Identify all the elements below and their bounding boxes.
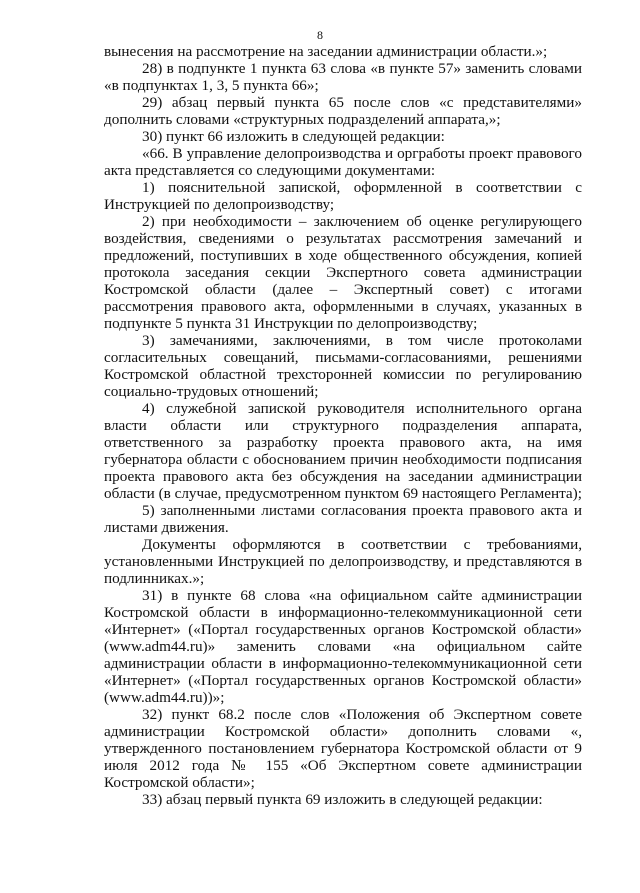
paragraph: 2) при необходимости – заключением об оценке регулирующего воздействия, сведениями о результатах рассмотрения замечаний и предложений, поступивших в ходе общественного обсуждения, копией протокола заседания секции Экспертного совета администрации Костромской области (далее – Экспертный совет) с итогами рассмотрения правового акта, оформленными в случаях, указанных в подпункте 5 пункта 31 Инструкции по делопроизводству; xyxy=(104,213,582,332)
paragraph: «66. В управление делопроизводства и оргработы проект правового акта представляется со следующими документами: xyxy=(104,145,582,179)
paragraph: 33) абзац первый пункта 69 изложить в следующей редакции: xyxy=(142,791,543,808)
paragraph: 30) пункт 66 изложить в следующей редакции: xyxy=(142,128,445,145)
paragraph: 29) абзац первый пункта 65 после слов «с представителями» дополнить словами «структурных подразделений аппарата,»; xyxy=(104,94,582,128)
paragraph: 1) пояснительной запиской, оформленной в соответствии с Инструкцией по делопроизводству; xyxy=(104,179,582,213)
paragraph: 3) замечаниями, заключениями, в том числе протоколами согласительных совещаний, письмами-согласованиями, решениями Костромской областной трехсторонней комиссии по регулированию социально-трудовых отношений; xyxy=(104,332,582,400)
paragraph: 28) в подпункте 1 пункта 63 слова «в пункте 57» заменить словами «в подпунктах 1, 3, 5 пункта 66»; xyxy=(104,60,582,94)
page-number: 8 xyxy=(317,28,323,42)
paragraph: 5) заполненными листами согласования проекта правового акта и листами движения. xyxy=(104,502,582,536)
paragraph: 31) в пункте 68 слова «на официальном сайте администрации Костромской области в информационно-телекоммуникационной сети «Интернет» («Портал государственных органов Костромской области» (www.adm44.ru)» заменить словами «на официальном сайте администрации области в информационно-телекоммуникационной сети «Интернет» («Портал государственных органов Костромской области» (www.adm44.ru))»; xyxy=(104,587,582,706)
paragraph: вынесения на рассмотрение на заседании администрации области.»; xyxy=(104,43,548,60)
paragraph: 32) пункт 68.2 после слов «Положения об Экспертном совете администрации Костромской области» дополнить словами «, утвержденного постановлением губернатора Костромской области от 9 июля 2012 года № 155 «Об Экспертном совете администрации Костромской области»; xyxy=(104,706,582,791)
paragraph: Документы оформляются в соответствии с требованиями, установленными Инструкцией по делопроизводству, и представляются в подлинниках.»; xyxy=(104,536,582,587)
document-body xyxy=(104,43,582,808)
paragraph: 4) служебной запиской руководителя исполнительного органа власти области или структурного подразделения аппарата, ответственного за разработку проекта правового акта, на имя губернатора области с обоснованием причин необходимости подписания проекта правового акта без обсуждения на заседании администрации области (в случае, предусмотренном пунктом 69 настоящего Регламента); xyxy=(104,400,582,502)
